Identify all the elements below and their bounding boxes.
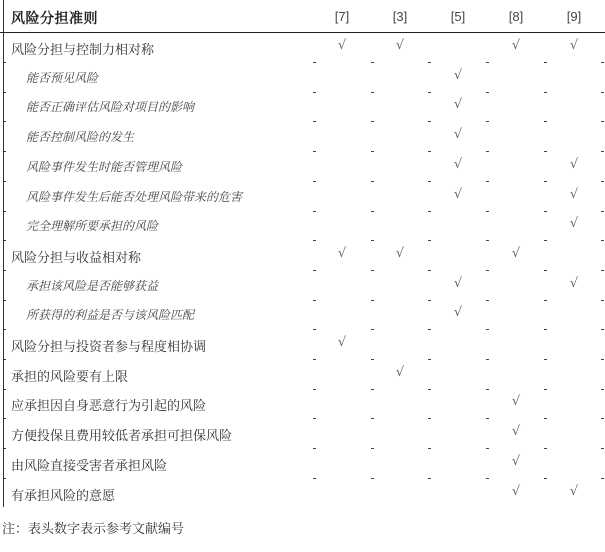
table-row [0, 182, 605, 212]
check-mark-icon: √ [511, 38, 521, 53]
check-mark-icon: √ [511, 453, 521, 469]
table-row [0, 419, 605, 449]
sub-criterion-label: 能否正确评估风险对项目的影响 [26, 100, 195, 115]
criterion-label: 风险分担与收益相对称 [11, 250, 142, 266]
criterion-label: 风险分担与投资者参与程度相协调 [11, 340, 207, 355]
check-mark-icon: √ [453, 305, 463, 321]
check-mark-icon: √ [569, 186, 579, 202]
table-row [0, 92, 605, 122]
table-row [0, 241, 605, 271]
criterion-label: 方便投保且费用较低者承担可担保风险 [11, 429, 233, 445]
table-row [0, 211, 605, 241]
sub-criterion-label: 能否控制风险的发生 [26, 130, 135, 145]
table-row [0, 330, 605, 360]
check-mark-icon: √ [395, 364, 405, 380]
table-row [0, 300, 605, 330]
sub-criterion-label: 风险事件发生时能否管理风险 [26, 159, 183, 174]
ref-header-9: [9] [566, 9, 582, 24]
check-mark-icon: √ [511, 245, 521, 261]
criterion-label: 由风险直接受害者承担风险 [11, 458, 168, 474]
table-row [0, 360, 605, 390]
table-row [0, 122, 605, 152]
ref-header-8: [8] [508, 9, 524, 24]
sub-criterion-label: 承担该风险是否能够获益 [26, 278, 159, 293]
check-mark-icon: √ [569, 156, 579, 172]
table-row [0, 449, 605, 479]
sub-criterion-label: 能否预见风险 [26, 70, 99, 85]
check-mark-icon: √ [337, 335, 347, 350]
check-mark-icon: √ [511, 394, 521, 410]
sub-criterion-label: 完全理解所要承担的风险 [26, 219, 159, 234]
check-mark-icon: √ [395, 38, 405, 53]
check-mark-icon: √ [569, 275, 579, 291]
check-mark-icon: √ [453, 186, 463, 202]
ref-header-3: [3] [392, 9, 408, 24]
check-mark-icon: √ [453, 156, 463, 172]
check-mark-icon: √ [569, 483, 579, 499]
sub-criterion-label: 所获得的利益是否与该风险匹配 [26, 308, 195, 323]
table-row [0, 33, 605, 63]
table-row [0, 479, 605, 509]
ref-header-5: [5] [450, 9, 466, 24]
ref-header-7: [7] [334, 9, 350, 24]
criterion-label: 有承担风险的意愿 [11, 488, 116, 504]
table-note: 注：表头数字表示参考文献编号 [2, 522, 185, 537]
check-mark-icon: √ [337, 245, 347, 261]
check-mark-icon: √ [453, 67, 463, 83]
check-mark-icon: √ [453, 97, 463, 113]
criterion-label: 应承担因自身恶意行为引起的风险 [11, 399, 207, 415]
check-mark-icon: √ [395, 245, 405, 261]
check-mark-icon: √ [453, 127, 463, 143]
table-row [0, 63, 605, 93]
header-title: 风险分担准则 [11, 11, 98, 27]
table-header-row [0, 0, 605, 33]
criterion-label: 承担的风险要有上限 [11, 369, 129, 385]
criterion-label: 风险分担与控制力相对称 [11, 43, 155, 58]
table-row [0, 389, 605, 419]
sub-criterion-label: 风险事件发生后能否处理风险带来的危害 [26, 189, 243, 204]
table-row [0, 271, 605, 301]
check-mark-icon: √ [511, 424, 521, 440]
check-mark-icon: √ [569, 38, 579, 53]
check-mark-icon: √ [337, 38, 347, 53]
check-mark-icon: √ [453, 275, 463, 291]
check-mark-icon: √ [511, 483, 521, 499]
table-row [0, 152, 605, 182]
check-mark-icon: √ [569, 216, 579, 232]
